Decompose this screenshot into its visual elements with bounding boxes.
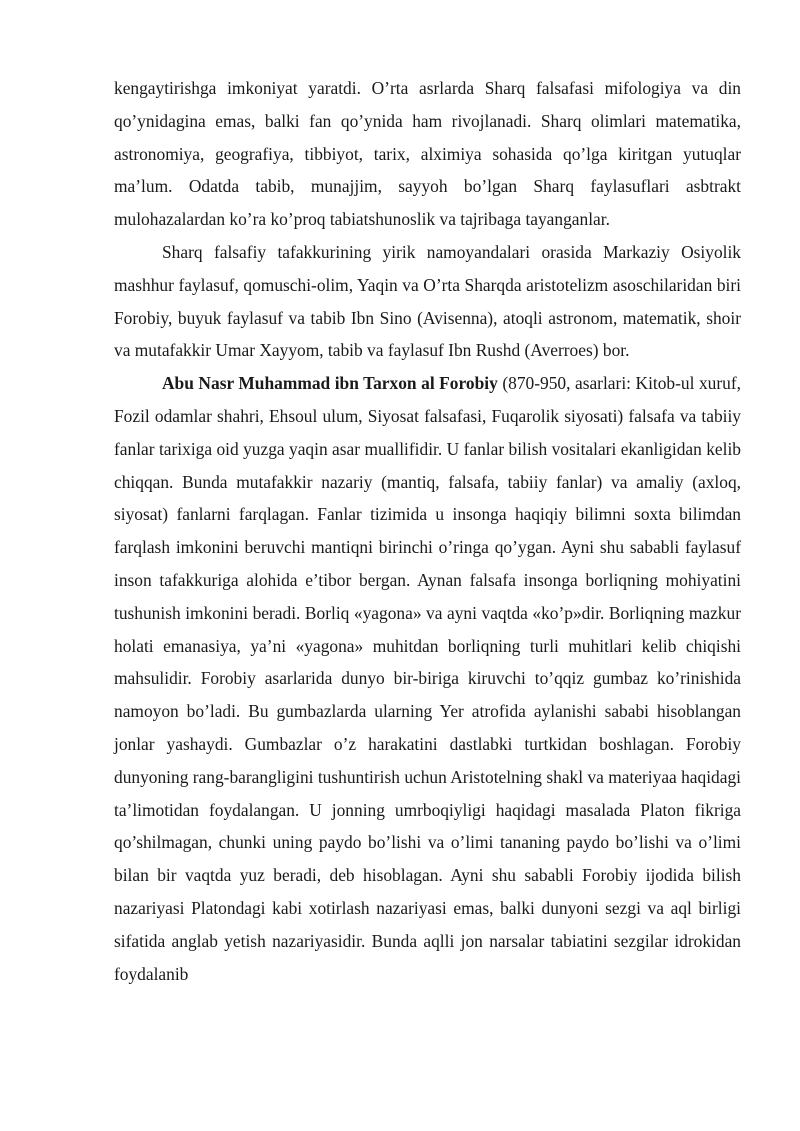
paragraph-3-text: (870-950, asarlari: Kitob-ul xuruf, Fozil odamlar shahri, Ehsoul ulum, Siyosat falsafasi, Fuqarolik siyosati) falsafa va tabiiy fanlar tarixiga oid yuzga yaqin asar muallifidir. U fanlar bilish vositalari ekanligidan kelib chiqqan. Bunda mutafakkir nazariy (mantiq, falsafa, tabiiy fanlar) va amaliy (axloq, siyosat) fanlarni farqlagan. Fanlar tizimida u insonga haqiqiy bilimni soxta bilimdan farqlash imkonini beruvchi mantiqni birinchi o’ringa qo’ygan. Ayni shu sababli faylasuf inson tafakkuriga alohida e’tibor bergan. Aynan falsafa insonga borliqning mohiyatini tushunish imkonini beradi. Borliq «yagona» va ayni vaqtda «ko’p»dir. Borliqning mazkur holati emanasiya, ya’ni «yagona» muhitdan borliqning turli muhitlari kelib chiqishi mahsulidir. Forobiy asarlarida dunyo bir-biriga kiruvchi to’qqiz gumbaz ko’rinishida namoyon bo’ladi. Bu gumbazlarda ularning Yer atrofida aylanishi sababi hisoblangan jonlar yashaydi. Gumbazlar o’z harakatini dastlabki turtkidan boshlagan. Forobiy dunyoning rang-barangligini tushuntirish uchun Aristotelning shakl va materiyaa haqidagi ta’limotidan foydalangan. U jonning umrboqiyligi haqidagi masalada Platon fikriga qo’shilmagan, chunki uning paydo bo’lishi va o’limi tananing paydo bo’lishi va o’limi bilan bir vaqtda yuz beradi, deb hisoblagan. Ayni shu sababli Forobiy ijodida bilish nazariyasi Platondagi kabi xotirlash nazariyasi emas, balki dunyoni sezgi va aql birligi sifatida anglab yetish nazariyasidir. Bunda aqlli jon narsalar tabiatini sezgilar idrokidan foydalanib bbox=[114, 373, 741, 984]
author-name: Abu Nasr Muhammad ibn Tarxon al Forobiy bbox=[162, 373, 498, 394]
paragraph-2-text: Sharq falsafiy tafakkurining yirik namoyandalari orasida Markaziy Osiyolik mashhur faylasuf, qomuschi-olim, Yaqin va O’rta Sharqda aristotelizm asoschilaridan biri Forobiy, buyuk faylasuf va tabib Ibn Sino (Avisenna), atoqli astronom, matematik, shoir va mutafakkir Umar Xayyom, tabib va faylasuf Ibn Rushd (Averroes) bor. bbox=[114, 241, 741, 361]
paragraph-1 bbox=[114, 72, 741, 236]
paragraph-2 bbox=[114, 236, 741, 367]
paragraph-3 bbox=[114, 367, 741, 990]
body-text bbox=[114, 72, 741, 990]
paragraph-1-text: kengaytirishga imkoniyat yaratdi. O’rta asrlarda Sharq falsafasi mifologiya va din qo’ynidagina emas, balki fan qo’ynida ham rivojlanadi. Sharq olimlari matematika, astronomiya, geografiya, tibbiyot, tarix, alximiya sohasida qo’lga kiritgan yutuqlar ma’lum. Odatda tabib, munajjim, sayyoh bo’lgan Sharq faylasuflari asbtrakt mulohazalardan ko’ra ko’proq tabiatshunoslik va tajribaga tayanganlar. bbox=[114, 78, 741, 230]
